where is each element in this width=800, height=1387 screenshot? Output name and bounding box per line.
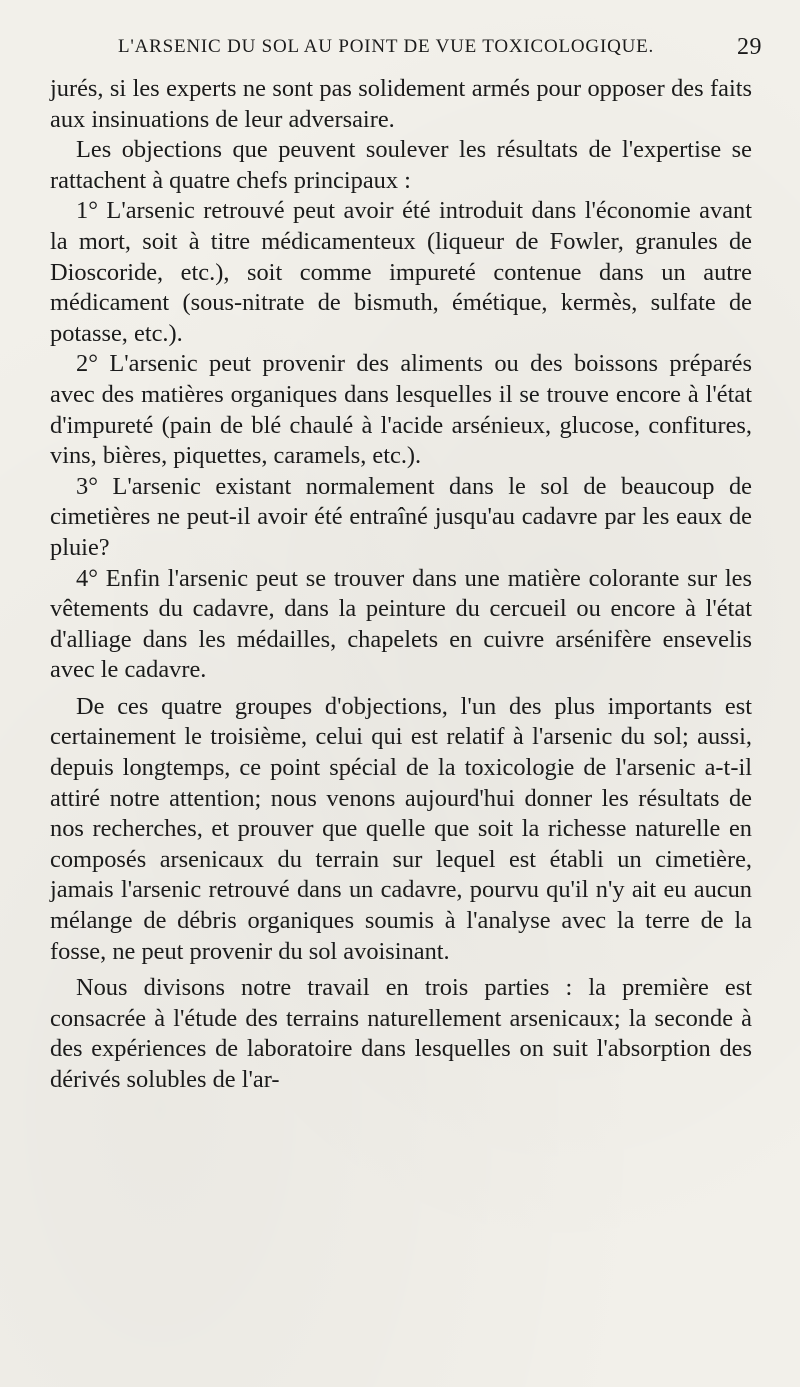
page-header	[118, 36, 762, 66]
page-number: 29	[737, 34, 762, 60]
paragraph-objection-3: 3° L'arsenic existant normalement dans le sol de beaucoup de cimetières ne peut-il avoir été entraîné jusqu'au cadavre par les eaux de pluie?	[50, 472, 752, 561]
running-title: L'ARSENIC DU SOL AU POINT DE VUE TOXICOLOGIQUE.	[118, 36, 655, 57]
paragraph-objection-4: 4° Enfin l'arsenic peut se trouver dans une matière colorante sur les vêtements du cadavre, dans la peinture du cercueil ou encore à l'état d'alliage dans les médailles, chapelets en cuivre arsénifère ensevelis avec le cadavre.	[50, 564, 752, 684]
paragraph-discussion: De ces quatre groupes d'objections, l'un des plus importants est certainement le troisième, celui qui est relatif à l'arsenic du sol; aussi, depuis longtemps, ce point spécial de la toxicologie de l'arsenic a-t-il attiré notre attention; nous venons aujourd'hui donner les résultats de nos recherches, et prouver que quelle que soit la richesse naturelle en composés arsenicaux du terrain sur lequel est établi un cimetière, jamais l'arsenic retrouvé dans un cadavre, pourvu qu'il n'y ait eu aucun mélange de débris organiques soumis à l'analyse avec la terre de la fosse, ne peut provenir du sol avoisinant.	[50, 692, 752, 965]
paragraph-objection-1: 1° L'arsenic retrouvé peut avoir été introduit dans l'économie avant la mort, soit à titre médicamenteux (liqueur de Fowler, granules de Dioscoride, etc.), soit comme impureté contenue dans un autre médicament (sous-nitrate de bismuth, émétique, kermès, sulfate de potasse, etc.).	[50, 197, 752, 347]
paragraph-continuation: jurés, si les experts ne sont pas solidement armés pour opposer des faits aux insinuations de leur adversaire.	[50, 75, 752, 133]
body-text	[50, 74, 752, 1096]
paragraph-plan: Nous divisons notre travail en trois parties : la première est consacrée à l'étude des terrains naturellement arsenicaux; la seconde à des expériences de laboratoire dans lesquelles on suit l'absorption des dérivés solubles de l'ar-	[50, 974, 752, 1093]
paragraph-objections-intro: Les objections que peuvent soulever les résultats de l'expertise se rattachent à quatre chefs principaux :	[50, 136, 752, 194]
paragraph-objection-2: 2° L'arsenic peut provenir des aliments ou des boissons préparés avec des matières organiques dans lesquelles il se trouve encore à l'état d'impureté (pain de blé chaulé à l'acide arsénieux, glucose, confitures, vins, bières, piquettes, caramels, etc.).	[50, 350, 752, 470]
